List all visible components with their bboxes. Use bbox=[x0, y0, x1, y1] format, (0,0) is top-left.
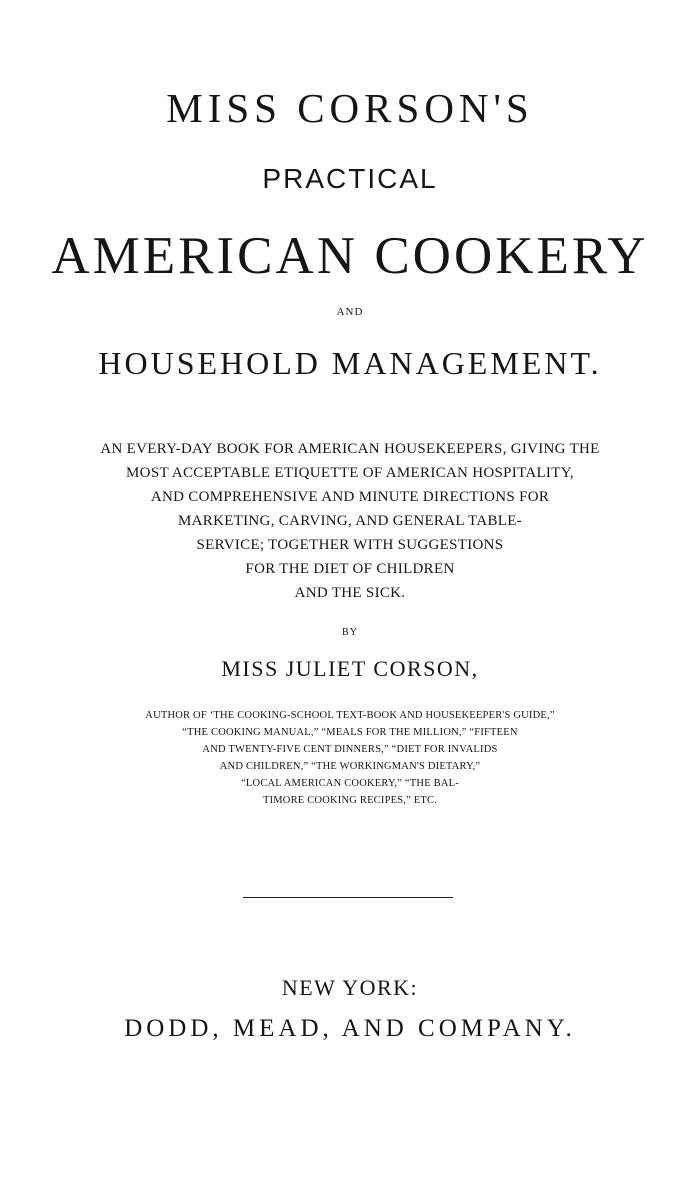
subtitle-line: MARKETING, CARVING, AND GENERAL TABLE- bbox=[178, 513, 522, 529]
title-line-american-cookery: AMERICAN COOKERY bbox=[51, 227, 649, 285]
author-credits-line: “THE COOKING MANUAL,” “MEALS FOR THE MILLION,” “FIFTEEN bbox=[182, 727, 518, 738]
author-credits-line: TIMORE COOKING RECIPES,” ETC. bbox=[262, 795, 438, 806]
subtitle-line: FOR THE DIET OF CHILDREN bbox=[245, 561, 455, 577]
author-credits-line: “LOCAL AMERICAN COOKERY,” “THE BAL- bbox=[241, 778, 459, 789]
title-line-household-management: HOUSEHOLD MANAGEMENT. bbox=[98, 345, 602, 381]
author-name: MISS JULIET CORSON, bbox=[221, 656, 479, 681]
subtitle-line: AND THE SICK. bbox=[294, 585, 406, 601]
by-label: BY bbox=[342, 627, 358, 638]
title-line-and: AND bbox=[336, 306, 364, 318]
subtitle-line: MOST ACCEPTABLE ETIQUETTE OF AMERICAN HOSPITALITY, bbox=[126, 465, 574, 481]
imprint-city: NEW YORK: bbox=[281, 975, 419, 1000]
author-credits-line: AND CHILDREN,” “THE WORKINGMAN'S DIETARY,” bbox=[219, 761, 481, 772]
title-line-author-name: MISS CORSON'S bbox=[166, 85, 534, 131]
author-credits-line: AUTHOR OF ‘THE COOKING-SCHOOL TEXT-BOOK AND HOUSEKEEPER'S GUIDE,” bbox=[145, 710, 555, 721]
imprint-publisher: DODD, MEAD, AND COMPANY. bbox=[124, 1015, 576, 1042]
subtitle-line: AN EVERY-DAY BOOK FOR AMERICAN HOUSEKEEPERS, GIVING THE bbox=[100, 441, 600, 457]
subtitle-line: SERVICE; TOGETHER WITH SUGGESTIONS bbox=[196, 537, 504, 553]
subtitle-line: AND COMPREHENSIVE AND MINUTE DIRECTIONS FOR bbox=[150, 489, 550, 505]
title-line-practical: PRACTICAL bbox=[262, 163, 438, 194]
divider-rule bbox=[243, 897, 453, 898]
author-credits-line: AND TWENTY-FIVE CENT DINNERS,” “DIET FOR INVALIDS bbox=[202, 744, 498, 755]
